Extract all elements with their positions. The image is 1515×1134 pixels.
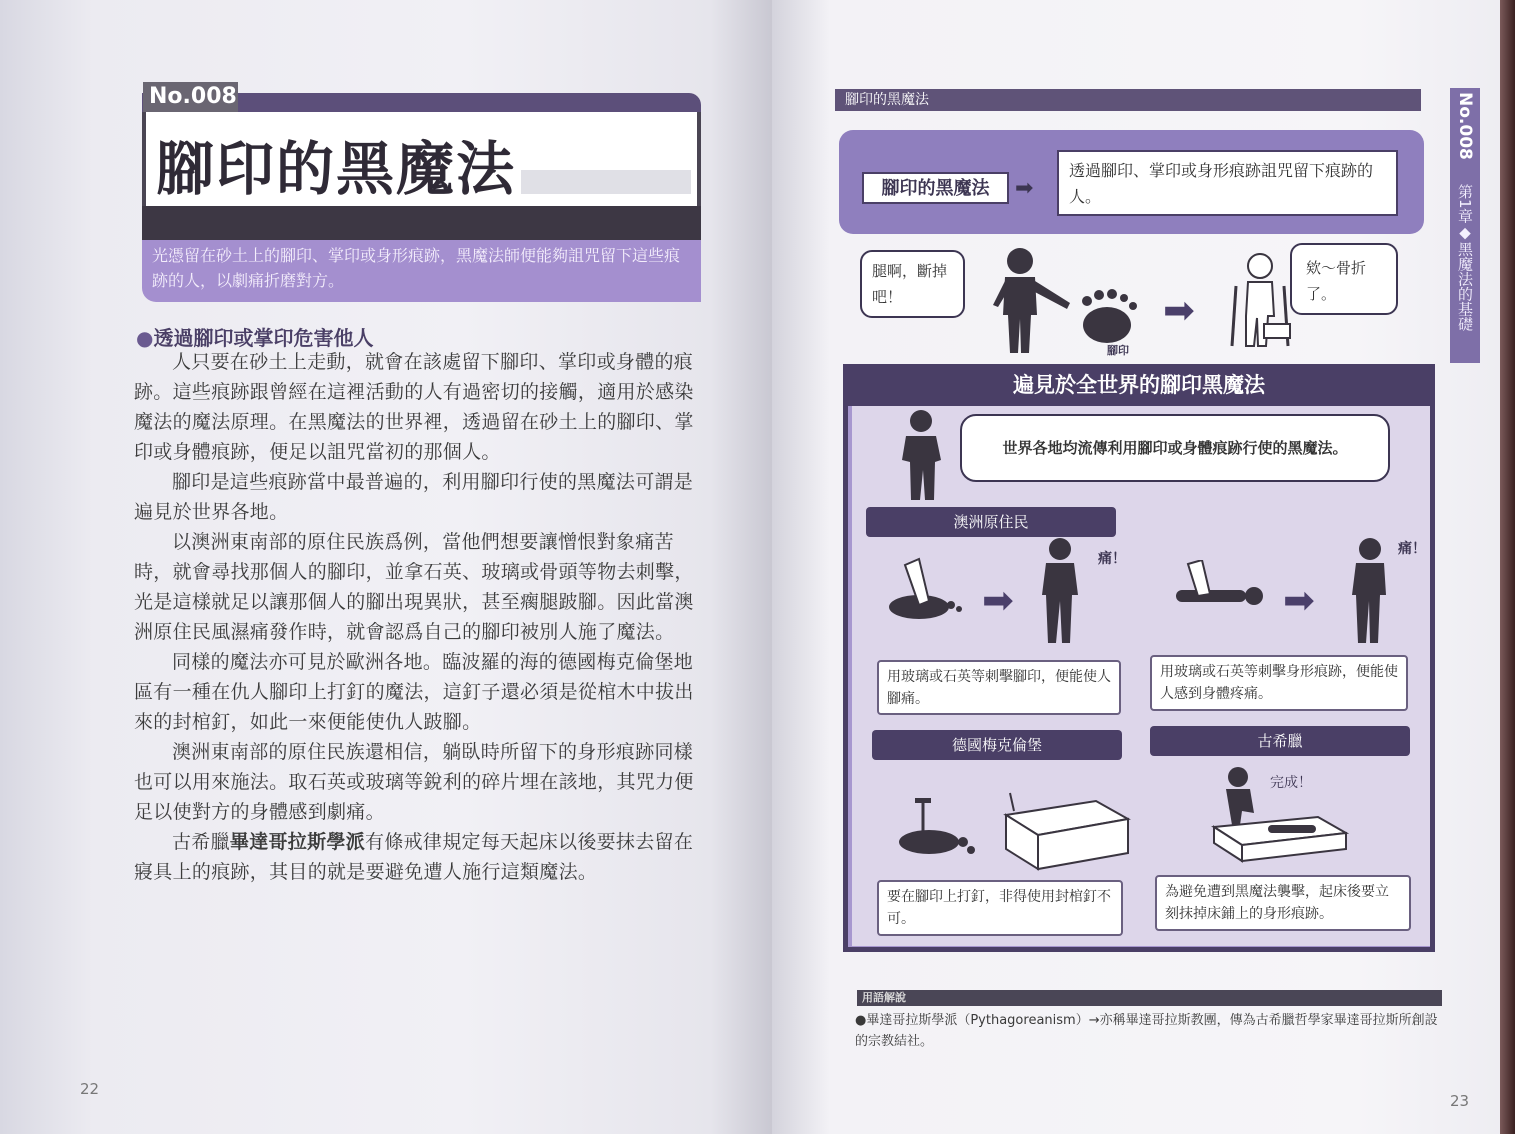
- world-heading: 遍見於全世界的腳印黑魔法: [843, 364, 1435, 406]
- nailed-footprint-icon: [893, 790, 983, 860]
- arrow-right-icon: ➡: [1163, 288, 1195, 332]
- region-tab-australia: 澳洲原住民: [866, 507, 1116, 537]
- paragraph: 同樣的魔法亦可見於歐洲各地。臨波羅的海的德國梅克倫堡地區有一種在仇人腳印上打釘的魔法，這釘子還必須是從棺木中拔出來的封棺釘，如此一來便能使仇人跛腳。: [134, 651, 694, 733]
- term-pythagoreanism: 畢達哥拉斯學派: [229, 831, 366, 853]
- header-bar: 腳印的黑魔法: [835, 89, 1421, 111]
- book-edge: [1500, 0, 1515, 1134]
- done-mark: 完成！: [1270, 775, 1312, 791]
- arrow-right-icon: ➡: [1015, 176, 1034, 201]
- caption-australia-footprint: 用玻璃或石英等刺擊腳印，便能使人腳痛。: [877, 660, 1121, 715]
- paragraph: 人只要在砂土上走動，就會在該處留下腳印、掌印或身體的痕跡。這些痕跡跟曾經在這裡活動的人有過密切的接觸，適用於感染魔法的魔法原理。在黑魔法的世界裡，透過留在砂土上的腳印、掌印或身體痕跡，便足以詛咒當初的那個人。: [134, 351, 694, 463]
- definition-label: 腳印的黑魔法: [862, 172, 1009, 204]
- arrow-right-icon: ➡: [982, 578, 1014, 622]
- pain-mark: 痛！: [1098, 551, 1126, 567]
- footprint-label: 腳印: [1107, 344, 1129, 357]
- world-bubble: 世界各地均流傳利用腳印或身體痕跡行使的黑魔法。: [960, 414, 1390, 482]
- body-text: [134, 347, 694, 887]
- person-pointing-icon: [985, 245, 1075, 355]
- speech-bubble-right: 欸～骨折了。: [1290, 243, 1398, 315]
- paragraph: 腳印是這些痕跡當中最普遍的，利用腳印行使的黑魔法可謂是遍見於世界各地。: [134, 471, 694, 523]
- note-text: ●畢達哥拉斯學派（Pythagoreanism）→亦稱畢達哥拉斯教團，傳為古希臘哲學家畢達哥拉斯所創設的宗教結社。: [855, 1013, 1438, 1049]
- footprint-icon: [1075, 285, 1145, 347]
- pain-mark: 痛！: [1398, 541, 1426, 557]
- paragraph: [134, 827, 694, 887]
- title-box: [142, 112, 701, 208]
- number-tab: No.008: [143, 82, 238, 112]
- paragraph-post: 有條戒律規定每天起床以後要抹去留在寢具上的痕跡，其目的就是要避免遭人施行這類魔法。: [134, 831, 694, 883]
- paragraph: 以澳洲東南部的原住民族爲例，當他們想要讓憎恨對象痛苦時，就會尋找那個人的腳印，並拿石英、玻璃或骨頭等物去刺擊，光是這樣就足以讓那個人的腳出現異狀，甚至瘸腿跛腳。因此當澳洲原住民風濕痛發作時，就會認爲自己的腳印被別人施了魔法。: [134, 531, 694, 643]
- region-tab-mecklenburg: 德國梅克倫堡: [872, 730, 1122, 760]
- region-tab-greece: 古希臘: [1150, 726, 1410, 756]
- page-number-left: 22: [80, 1080, 100, 1098]
- definition-text: 透過腳印、掌印或身形痕跡詛咒留下痕跡的人。: [1057, 150, 1398, 216]
- caption-australia-body: 用玻璃或石英等刺擊身形痕跡，便能使人感到身體疼痛。: [1150, 655, 1408, 711]
- caption-mecklenburg: 要在腳印上打釘，非得使用封棺釘不可。: [877, 880, 1123, 936]
- coffin-icon: [1000, 785, 1135, 875]
- section-heading-text: 透過腳印或掌印危害他人: [153, 326, 374, 350]
- page-title: 腳印的黑魔法: [156, 135, 517, 203]
- note-heading: 用語解說: [862, 991, 906, 1004]
- title-bar: [142, 206, 701, 240]
- spine-chapter: 第1章◆黑魔法的基礎: [1456, 184, 1474, 332]
- bullet-icon: ●: [136, 326, 154, 350]
- shard-body-trace-icon: [1170, 560, 1270, 620]
- paragraph: 澳洲東南部的原住民族還相信，躺臥時所留下的身形痕跡同樣也可以用來施法。取石英或玻璃等銳利的碎片埋在該地，其咒力便足以使對方的身體感到劇痛。: [134, 741, 694, 823]
- arrow-right-icon: ➡: [1283, 578, 1315, 622]
- person-body-pain-icon: [1340, 535, 1400, 650]
- title-shade: [521, 170, 691, 194]
- shard-footprint-icon: [885, 555, 965, 625]
- note-header: [857, 990, 1442, 1006]
- paragraph-pre: 古希臘: [172, 831, 230, 853]
- spine-number: No.008: [1455, 92, 1475, 160]
- summary-box: 光憑留在砂土上的腳印、掌印或身形痕跡，黑魔法師便能夠詛咒留下這些痕跡的人，以劇痛折磨對方。: [142, 240, 701, 302]
- caption-greece: 為避免遭到黑魔法襲擊，起床後要立刻抹掉床鋪上的身形痕跡。: [1155, 875, 1411, 931]
- narrator-person-icon: [893, 408, 949, 504]
- speech-bubble-left: 腿啊，斷掉吧！: [860, 250, 965, 318]
- page-number-right: 23: [1450, 1092, 1470, 1110]
- person-foot-pain-icon: [1030, 535, 1100, 650]
